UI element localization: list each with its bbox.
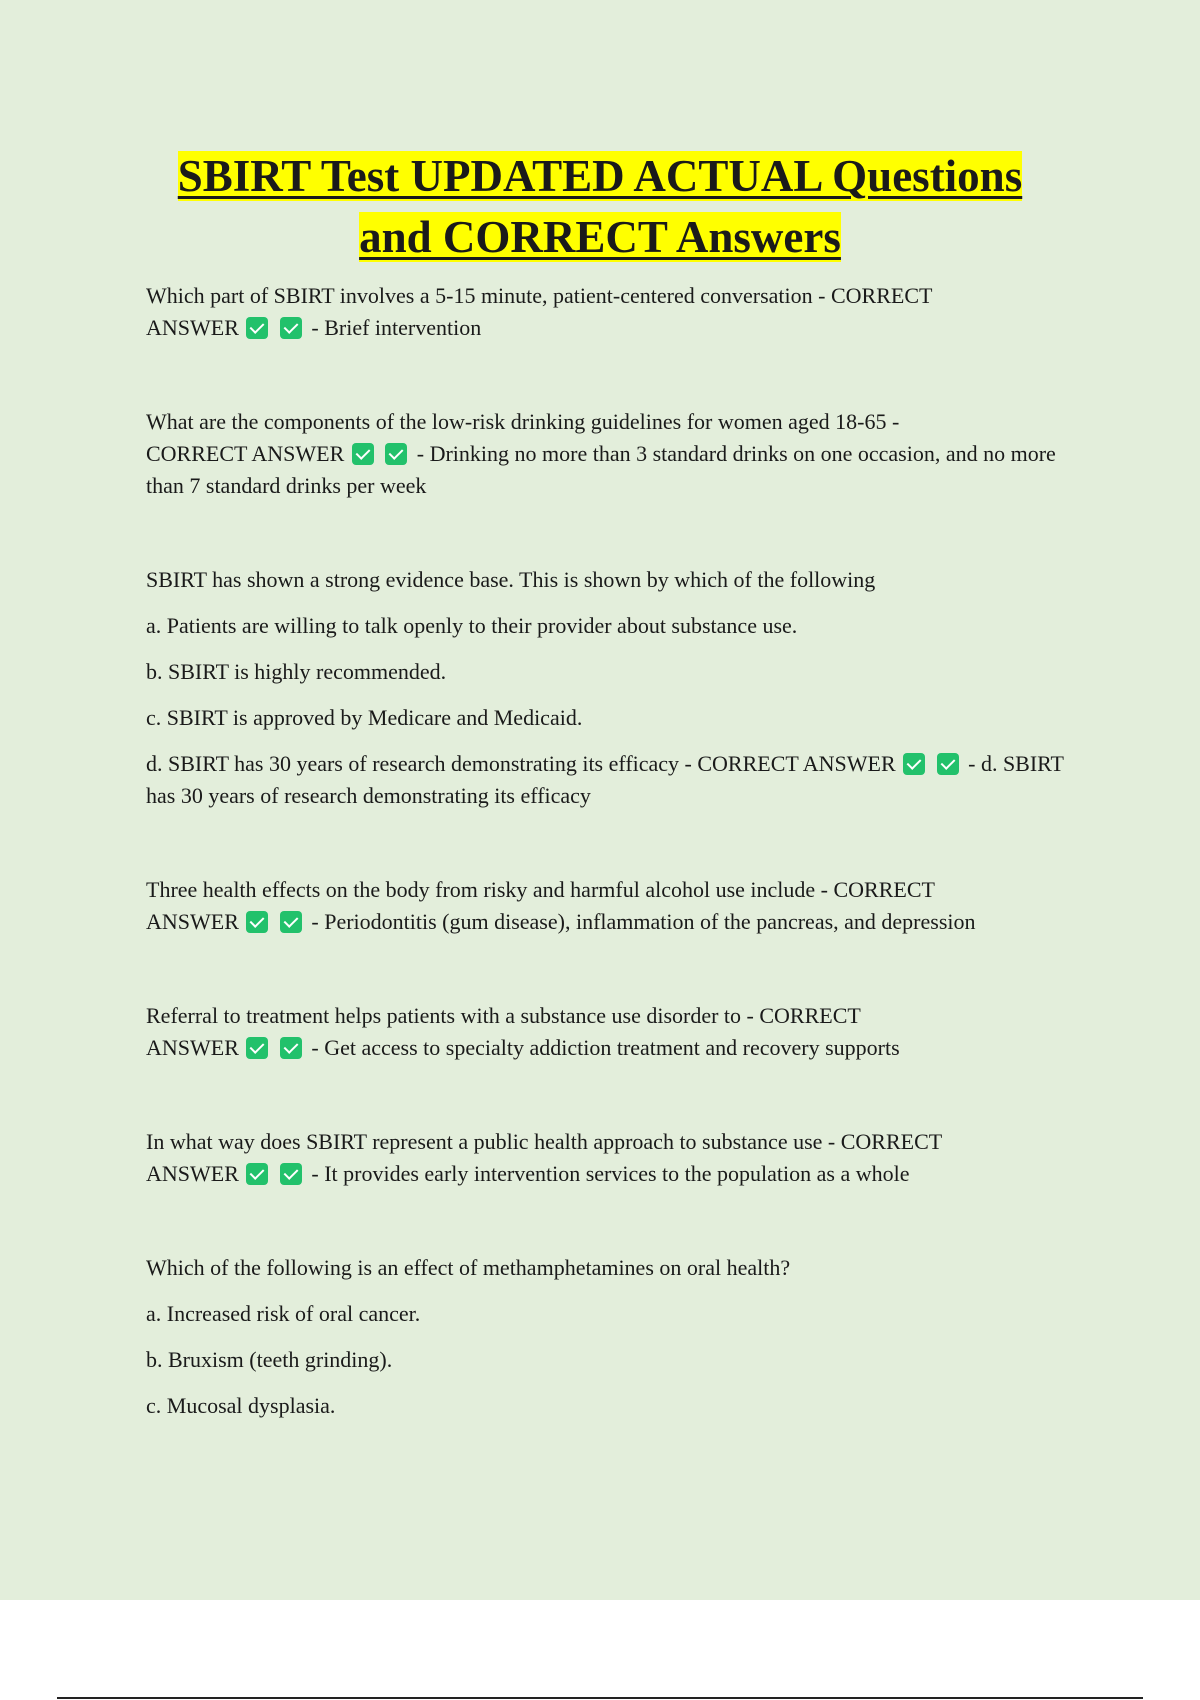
option-a: a. Increased risk of oral cancer. — [146, 1301, 421, 1326]
answer-text: - d. SBIRT has 30 years of research demonstrating its efficacy — [146, 751, 1064, 808]
answer-marker: ANSWER — [146, 315, 239, 340]
check-icon — [246, 1037, 268, 1059]
qa-item — [146, 1000, 1081, 1064]
check-icon — [352, 443, 374, 465]
qa-item — [146, 1252, 1081, 1422]
option-c: c. Mucosal dysplasia. — [146, 1393, 336, 1418]
question-text — [146, 1126, 1081, 1190]
option-d-label: d. SBIRT has 30 years of research demonstrating its efficacy - CORRECT ANSWER — [146, 751, 896, 776]
title-line-1: SBIRT Test UPDATED ACTUAL Questions — [177, 151, 1023, 201]
option-d — [146, 748, 1081, 812]
check-icon — [937, 753, 959, 775]
qa-item — [146, 1126, 1081, 1190]
answer-marker: ANSWER — [146, 1161, 239, 1186]
check-icon — [280, 1163, 302, 1185]
question-text — [146, 406, 1081, 502]
qa-item — [146, 564, 1081, 812]
option-a: a. Patients are willing to talk openly to their provider about substance use. — [146, 613, 798, 638]
title-line-2: and CORRECT Answers — [359, 212, 841, 262]
check-icon — [280, 317, 302, 339]
question-stem: SBIRT has shown a strong evidence base. This is shown by which of the following — [146, 567, 876, 592]
qa-list — [146, 280, 1081, 1484]
check-icon — [903, 753, 925, 775]
question-text — [146, 1000, 1081, 1064]
option-b: b. SBIRT is highly recommended. — [146, 659, 447, 684]
question-label: Which part of SBIRT involves a 5-15 minute, patient-centered conversation - CORRECT — [146, 283, 933, 308]
question-text — [146, 280, 1081, 344]
question-label: Referral to treatment helps patients with a substance use disorder to - CORRECT — [146, 1003, 861, 1028]
answer-text: - Periodontitis (gum disease), inflammation of the pancreas, and depression — [311, 909, 976, 934]
answer-marker: ANSWER — [146, 1035, 239, 1060]
check-icon — [246, 1163, 268, 1185]
qa-item — [146, 874, 1081, 938]
check-icon — [280, 1037, 302, 1059]
answer-marker: CORRECT ANSWER — [146, 441, 345, 466]
question-label: In what way does SBIRT represent a public health approach to substance use - CORRECT — [146, 1129, 943, 1154]
check-icon — [246, 317, 268, 339]
option-c: c. SBIRT is approved by Medicare and Medicaid. — [146, 705, 583, 730]
answer-text: - Get access to specialty addiction treatment and recovery supports — [311, 1035, 900, 1060]
question-label: Three health effects on the body from risky and harmful alcohol use include - CORRECT — [146, 877, 935, 902]
answer-text: - Brief intervention — [311, 315, 482, 340]
question-text — [146, 874, 1081, 938]
answer-marker: ANSWER — [146, 909, 239, 934]
option-b: b. Bruxism (teeth grinding). — [146, 1347, 393, 1372]
check-icon — [280, 911, 302, 933]
footer-divider — [57, 1697, 1143, 1699]
answer-text: - Drinking no more than 3 standard drinks on one occasion, and no more than 7 standard drinks per week — [146, 441, 1056, 498]
question-stem: Which of the following is an effect of methamphetamines on oral health? — [146, 1255, 791, 1280]
check-icon — [246, 911, 268, 933]
qa-item — [146, 406, 1081, 502]
check-icon — [385, 443, 407, 465]
qa-item — [146, 280, 1081, 344]
question-label: What are the components of the low-risk drinking guidelines for women aged 18-65 - — [146, 409, 900, 434]
document-title — [100, 146, 1100, 268]
answer-text: - It provides early intervention services to the population as a whole — [311, 1161, 910, 1186]
